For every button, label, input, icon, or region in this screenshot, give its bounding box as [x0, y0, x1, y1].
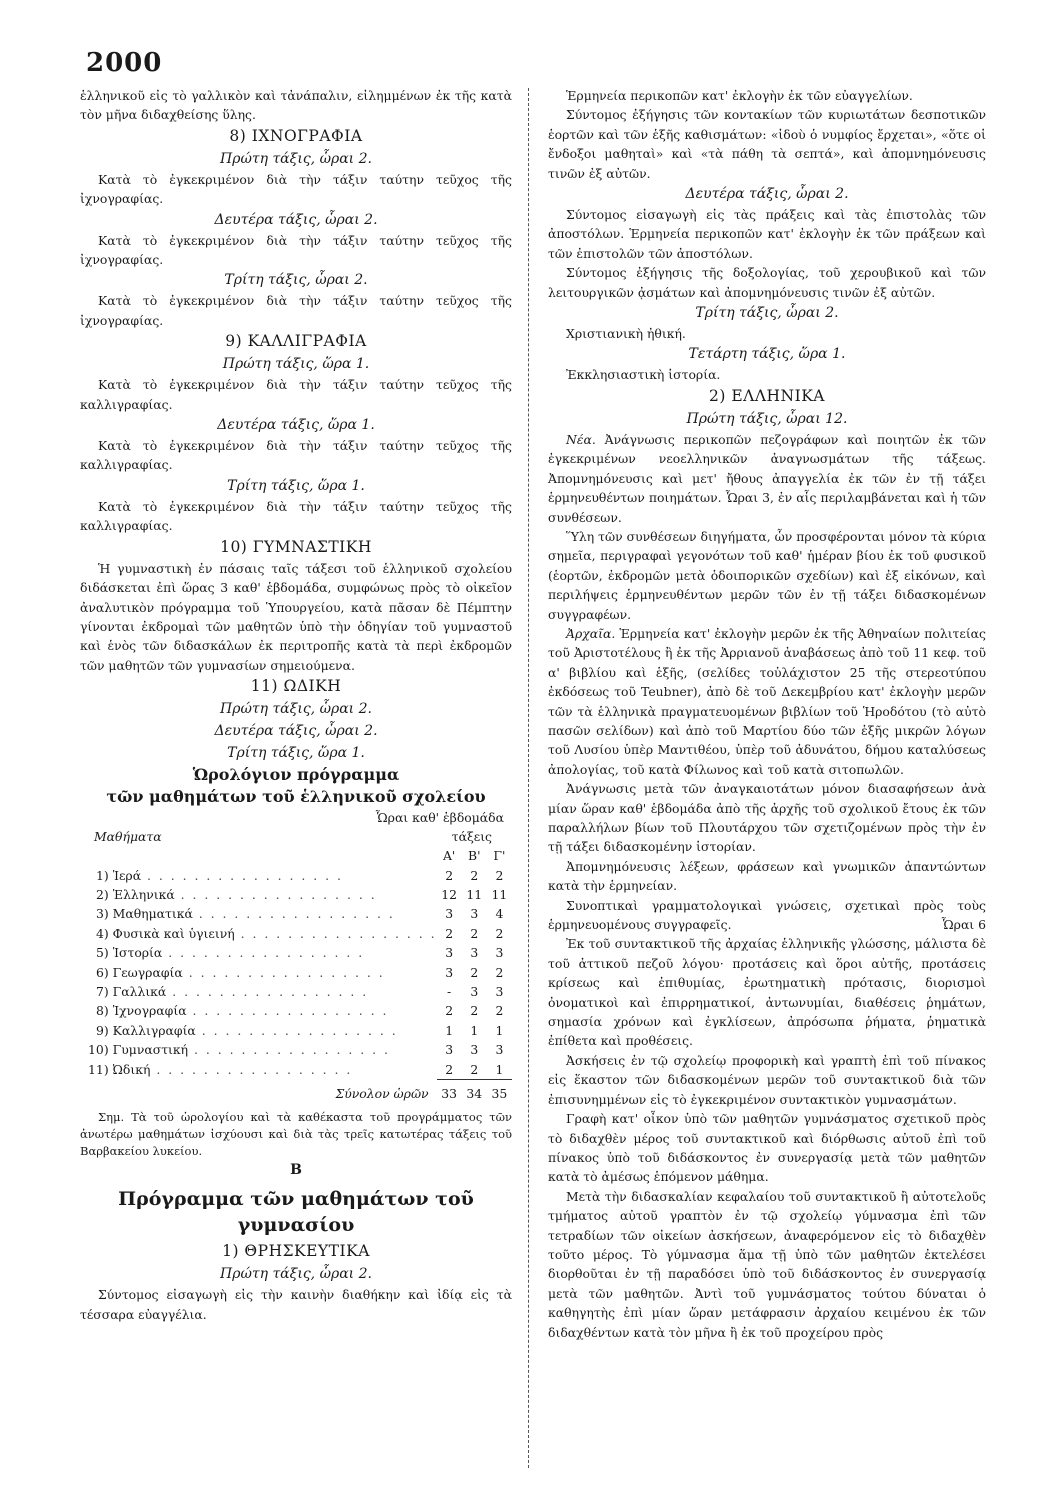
schedule-row [80, 1021, 512, 1040]
row-subject: Ἱστορία [112, 945, 163, 961]
row-value: 4 [495, 906, 504, 922]
paragraph: Σύντομος ἐξήγησις τῶν κοντακίων τῶν κυριωτάτων δεσποτικῶν ἑορτῶν καὶ τῶν ἑξῆς καθισμάτων: «ἰδοὺ ὁ νυμφίος ἔρχεται», «ὅτε οἱ ἔνδοξοι μαθηταὶ» καὶ «τὰ πάθη τὰ σεπτά», καὶ ἀπομνημόνευσις τινῶν ἐξ αὐτῶν. [548, 107, 986, 181]
section-heading-kalligrafia: 9) ΚΑΛΛΙΓΡΑΦΙΑ [225, 332, 367, 351]
total-value: 33 [437, 1080, 462, 1104]
row-number: 8) [95, 1003, 109, 1019]
row-subject: Γαλλικά [112, 983, 167, 999]
schedule-note: Σημ. Τὰ τοῦ ὡρολογίου καὶ τὰ καθέκαστα τοῦ προγράμματος τῶν ἀνωτέρω μαθημάτων ἰσχύουσι καὶ διὰ τὰς τρεῖς κατωτέρας τάξεις τοῦ Βαρβακείου λυκείου. [80, 1110, 512, 1159]
schedule-subjects-label: Μαθήματα [94, 829, 162, 845]
paragraph: Ἐκκλησιαστικὴ ἱστορία. [566, 367, 721, 383]
leader-dots: . . . . . . . . . . . . . . . . . [150, 1062, 353, 1078]
row-value: 1 [495, 1061, 504, 1077]
row-subject: Καλλιγραφία [112, 1022, 196, 1038]
paragraph: Κατὰ τὸ ἐγκεκριμένον διὰ τὴν τάξιν ταύτην τεῦχος τῆς ἰχνογραφίας. [80, 232, 512, 268]
row-subject: Μαθηματικά [112, 906, 193, 922]
row-value: 2 [445, 1003, 454, 1019]
column-header: Γ' [493, 848, 506, 864]
class-heading: Τετάρτη τάξις, ὥρα 1. [688, 346, 846, 363]
paragraph: Κατὰ τὸ ἐγκεκριμένον διὰ τὴν τάξιν ταύτην τεῦχος τῆς ἰχνογραφίας. [80, 171, 512, 207]
class-heading: Τρίτη τάξις, ὥρα 1. [227, 745, 365, 762]
schedule-row [80, 943, 512, 962]
left-column [80, 86, 512, 1324]
leader-dots: . . . . . . . . . . . . . . . . . [141, 867, 343, 883]
schedule-row [80, 982, 512, 1001]
paragraph-lead: Νέα. [566, 431, 596, 447]
class-heading: Τρίτη τάξις, ὥρα 1. [227, 477, 365, 494]
row-value: 3 [470, 983, 479, 999]
row-number: 7) [95, 983, 109, 999]
paragraph: Ἡ γυμναστικὴ ἐν πάσαις ταῖς τάξεσι τοῦ ἑλληνικοῦ σχολείου διδάσκεται ἐπὶ ὥρας 3 καθ' ἑβδομάδα, συμφώνως πρὸς τὸ οἰκεῖον ἀναλυτικὸν πρόγραμμα τοῦ Ὑπουργείου, κατὰ πᾶσαν δὲ Πέμπτην γίνονται ἐκδρομαὶ τῶν μαθητῶν ὑπὸ τὴν ὁδηγίαν τοῦ γυμναστοῦ καὶ ἑνὸς τῶν διδασκάλων ἐκ περιτροπῆς κατὰ τὰ περὶ ἐκδρομῶν τῶν μαθητῶν τῶν γυμνασίων σημειούμενα. [80, 560, 512, 673]
class-heading: Δευτέρα τάξις, ὧραι 2. [685, 186, 849, 203]
row-value: 11 [491, 886, 508, 902]
row-value: 2 [495, 925, 504, 941]
row-value: 3 [445, 906, 454, 922]
row-number: 6) [95, 964, 109, 980]
row-number: 4) [95, 925, 109, 941]
row-value: 2 [495, 1003, 504, 1019]
row-value: 3 [445, 964, 454, 980]
leader-dots: . . . . . . . . . . . . . . . . . [182, 964, 385, 980]
paragraph: Ἀσκήσεις ἐν τῷ σχολείῳ προφορικὴ καὶ γραπτὴ ἐπὶ τοῦ πίνακος εἰς ἕκαστον τῶν διδασκομένων μερῶν τοῦ συντακτικοῦ διὰ τῶν ἐπισυνημμένων εἰς τὸ ἐγκεκριμένον συντακτικὸν γυμνασμάτων. [548, 1052, 986, 1107]
paragraph: Σύντομος εἰσαγωγὴ εἰς τὴν καινὴν διαθήκην καὶ ἰδίᾳ εἰς τὰ τέσσαρα εὐαγγέλια. [80, 1287, 512, 1322]
section-heading-thriskeftika: 1) ΘΡΗΣΚΕΥΤΙΚΑ [222, 1242, 370, 1261]
leader-dots: . . . . . . . . . . . . . . . . . [174, 886, 377, 902]
row-subject: Φυσικὰ καὶ ὑγιεινή [112, 925, 235, 941]
row-value: 1 [445, 1022, 454, 1038]
row-value: 3 [445, 1042, 454, 1058]
row-subject: Ἑλληνικά [112, 886, 175, 902]
row-value: 2 [470, 1003, 479, 1019]
paragraph-text: Ἀνάγνωσις περικοπῶν πεζογράφων καὶ ποιητῶν ἐκ τῶν ἐγκεκριμένων νεοελληνικῶν ἀναγνωσμάτων τῆς τάξεως. Ἀπομνημόνευσις καὶ μετ' ἤθους ἀπαγγελία ἐκ τῶν ἐν τῇ τάξει ἑρμηνευθέντων ποιημάτων. Ὧραι 3, ἐν αἷς περιλαμβάνεται καὶ ἡ τῶν συνθέσεων. [548, 431, 986, 525]
class-heading: Πρώτη τάξις, ὧραι 2. [220, 701, 372, 718]
row-value: 2 [445, 1061, 454, 1077]
row-value: 3 [470, 906, 479, 922]
paragraph: Ἀνάγνωσις μετὰ τῶν ἀναγκαιοτάτων μόνον διασαφήσεων ἀνὰ μίαν ὥραν καθ' ἑβδομάδα ἀπὸ τῆς ἀρχῆς τοῦ σχολικοῦ ἔτους ἐκ τῶν παραλλήλων βίων τοῦ Πλουτάρχου τῶν σχετιζομένων πρὸς τὴν ἐν τῇ τάξει διδασκομένην ἱστορίαν. [548, 781, 986, 855]
schedule-row [80, 885, 512, 904]
row-number: 5) [95, 945, 109, 961]
class-heading: Πρώτη τάξις, ὧραι 12. [686, 410, 848, 427]
total-label: Σύνολον ὡρῶν [335, 1086, 429, 1101]
class-heading: Πρώτη τάξις, ὧραι 2. [220, 1266, 372, 1283]
class-heading: Τρίτη τάξις, ὧραι 2. [695, 305, 839, 322]
row-subject: Γεωγραφία [112, 964, 183, 980]
row-subject: Ὠδική [112, 1062, 151, 1078]
paragraph-text: Ἑρμηνεία κατ' ἐκλογὴν μερῶν ἐκ τῆς Ἀθηναίων πολιτείας τοῦ Ἀριστοτέλους ἢ ἐκ τῆς Ἀρριανοῦ ἀναβάσεως ἀπὸ τοῦ 11 κεφ. τοῦ α' βιβλίου καὶ ἑξῆς, (σελίδες τοὐλάχιστον 25 τῆς στερεοτύπου ἐκδόσεως τοῦ Teubner), ἀπὸ δὲ τοῦ Δεκεμβρίου κατ' ἐκλογὴν μερῶν τῶν τὰ ἑλληνικὰ πραγματευομένων βιβλίων τοῦ Ἡροδότου (τὸ αὐτὸ πασῶν σελίδων) καὶ ἀπὸ τοῦ Μαρτίου δύο τῶν ἑξῆς μικρῶν λόγων τοῦ Λυσίου ὑπὲρ Μαντιθέου, ὑπὲρ τοῦ ἀδυνάτου, δήμου καταλύσεως ἀπολογίας, τοῦ κατὰ Φίλωνος καὶ τοῦ κατὰ σιτοπωλῶν. [548, 625, 986, 777]
schedule-row [80, 866, 512, 885]
column-divider [528, 88, 529, 1468]
leader-dots: . . . . . . . . . . . . . . . . . [186, 1003, 389, 1019]
class-heading: Δευτέρα τάξις, ὧραι 2. [214, 723, 378, 740]
schedule-row [80, 904, 512, 923]
row-value: 2 [470, 1061, 479, 1077]
column-header: Β' [468, 848, 481, 864]
paragraph [548, 430, 986, 527]
row-value: 3 [495, 945, 504, 961]
row-value: 11 [466, 886, 483, 902]
paragraph: Γραφὴ κατ' οἶκον ὑπὸ τῶν μαθητῶν γυμνάσματος σχετικοῦ πρὸς τὸ διδαχθὲν μέρος τοῦ συντακτικοῦ καὶ διόρθωσις αὐτοῦ ἐπὶ τοῦ πίνακος ὑπὸ τοῦ διδάσκοντος ἐν συνεργασίᾳ μετὰ τῶν μαθητῶν κατὰ τὸ ἀμέσως ἑπόμενον μάθημα. [548, 1111, 986, 1185]
section-heading-ellinika: 2) ΕΛΛΗΝΙΚΑ [708, 386, 825, 405]
section-letter: Β [290, 1162, 302, 1179]
paragraph [548, 896, 986, 935]
paragraph: Ἐκ τοῦ συντακτικοῦ τῆς ἀρχαίας ἑλληνικῆς γλώσσης, μάλιστα δὲ τοῦ ἀττικοῦ πεζοῦ λόγου· προτάσεις καὶ ὅροι αὐτῆς, προτάσεις κρίσεως καὶ ἐπιθυμίας, ἐρωτηματικὴ πρότασις, διορισμοὶ ὀνοματικοὶ καὶ ἐπιρρηματικοί, ἀντωνυμίαι, διαθέσεις ῥημάτων, σημασία χρόνων καὶ ἐγκλίσεων, ἀπρόσωπα ῥήματα, ῥηματικὰ ἐπίθετα καὶ προθέσεις. [548, 936, 986, 1049]
row-subject: Ἰχνογραφία [112, 1003, 187, 1019]
class-heading: Τρίτη τάξις, ὧραι 2. [224, 272, 368, 289]
row-value: 1 [470, 1022, 479, 1038]
section-heading-odiki: 11) ΩΔΙΚΗ [250, 677, 342, 696]
class-heading: Πρώτη τάξις, ὧραι 2. [220, 150, 372, 167]
row-number: 10) [88, 1042, 109, 1058]
schedule-classes-label: τάξεις [451, 829, 492, 845]
paragraph: Ὕλη τῶν συνθέσεων διηγήματα, ὧν προσφέρονται μόνον τὰ κύρια σημεῖα, περιγραφαὶ γεγονότων τοῦ καθ' ἡμέραν βίου ἐκ τοῦ φυσικοῦ (ἑορτῶν, ἐκδρομῶν μετὰ ὁδοιπορικῶν σχεδίων) καὶ ἐξ εἰκόνων, καὶ περιλήψεις ἑρμηνευθέντων μερῶν τῶν ἐν τῇ τάξει διδασκομένων συγγραφέων. [548, 528, 986, 622]
row-number: 9) [95, 1022, 109, 1038]
paragraph-lead: Ἀρχαῖα. [566, 625, 616, 641]
schedule-row [80, 963, 512, 982]
row-number: 3) [95, 906, 109, 922]
paragraph: Κατὰ τὸ ἐγκεκριμένον διὰ τὴν τάξιν ταύτην τεῦχος τῆς ἰχνογραφίας. [80, 293, 512, 328]
schedule-title: Ὡρολόγιον πρόγραμμα [192, 765, 400, 785]
leader-dots: . . . . . . . . . . . . . . . . . [188, 1042, 390, 1058]
leader-dots: . . . . . . . . . . . . . . . . . [166, 983, 369, 999]
column-header: Α' [442, 848, 456, 864]
row-value: 2 [470, 964, 479, 980]
row-number: 1) [95, 867, 109, 883]
row-value: 12 [441, 886, 458, 902]
row-value: 3 [495, 983, 504, 999]
schedule-header-row2 [80, 827, 512, 846]
paragraph: Μετὰ τὴν διδασκαλίαν κεφαλαίου τοῦ συντακτικοῦ ἢ αὐτοτελοῦς τμήματος αὐτοῦ γραπτὸν ἐν τῷ σχολείῳ γύμνασμα ἐπὶ τῶν τετραδίων τῶν οἰκείων ἀσκήσεων, ἀναφερόμενον εἰς τὸ διδαχθὲν τοῦτο μέρος. Τὸ γύμνασμα ἅμα τῇ ὑπὸ τῶν μαθητῶν ἐκτελέσει διορθοῦται ἐν τῇ παραδόσει ὑπὸ τοῦ διδάσκοντος ἐν συνεργασίᾳ μετὰ τῶν μαθητῶν. Ἀντὶ τοῦ γυμνάσματος τούτου δύναται ὁ καθηγητὴς ἐπὶ μίαν ὥραν μετάφρασιν ἀρχαίου κειμένου ἐκ τῶν διδαχθέντων κατὰ τὸν μῆνα ἢ ἐκ τοῦ προχείρου πρὸς [548, 1188, 986, 1340]
row-value: 2 [470, 925, 479, 941]
row-value: 2 [495, 964, 504, 980]
schedule-subtitle: τῶν μαθημάτων τοῦ ἑλληνικοῦ σχολείου [106, 787, 486, 807]
paragraph: Χριστιανικὴ ἠθική. [566, 326, 686, 342]
row-value: 3 [470, 945, 479, 961]
leader-dots: . . . . . . . . . . . . . . . . . [234, 925, 437, 941]
right-column [548, 86, 986, 1342]
paragraph: Κατὰ τὸ ἐγκεκριμένον διὰ τὴν τάξιν ταύτην τεῦχος τῆς καλλιγραφίας. [80, 377, 512, 412]
section-heading-gymnastiki: 10) ΓΥΜΝΑΣΤΙΚΗ [220, 537, 372, 556]
gymnasium-program-title: Πρόγραμμα τῶν μαθημάτων τοῦ γυμνασίου [118, 1188, 474, 1237]
paragraph: Ἀπομνημόνευσις λέξεων, φράσεων καὶ γνωμικῶν ἀπαντώντων κατὰ τὴν ἑρμηνείαν. [548, 858, 986, 894]
row-value: 2 [445, 925, 454, 941]
schedule-row [80, 1060, 512, 1080]
paragraph: Σύντομος ἐξήγησις τῆς δοξολογίας, τοῦ χερουβικοῦ καὶ τῶν λειτουργικῶν ᾀσμάτων καὶ ἀπομνημόνευσις τινῶν ἐξ αὐτῶν. [548, 265, 986, 300]
schedule-header [80, 808, 512, 827]
paragraph-text: Συνοπτικαὶ γραμματολογικαὶ γνώσεις, σχετικαὶ πρὸς τοὺς ἑρμηνευομένους συγγραφεῖς. [548, 897, 986, 933]
schedule-total-row [80, 1080, 512, 1104]
schedule-row [80, 1040, 512, 1059]
row-subject: Γυμναστική [112, 1042, 189, 1058]
paragraph [548, 624, 986, 779]
row-value: 2 [470, 867, 479, 883]
schedule-row [80, 1001, 512, 1020]
hours-label: Ὧραι 6 [941, 917, 986, 933]
row-value: 2 [495, 867, 504, 883]
row-subject: Ἱερά [112, 867, 142, 883]
paragraph: Κατὰ τὸ ἐγκεκριμένον διὰ τὴν τάξιν ταύτην τεῦχος τῆς καλλιγραφίας. [80, 438, 512, 473]
leader-dots: . . . . . . . . . . . . . . . . . [162, 945, 365, 961]
paragraph: Κατὰ τὸ ἐγκεκριμένον διὰ τὴν τάξιν ταύτην τεῦχος τῆς καλλιγραφίας. [80, 498, 512, 534]
row-number: 11) [88, 1062, 109, 1078]
schedule-table [80, 846, 512, 1103]
paragraph: Ἑρμηνεία περικοπῶν κατ' ἐκλογὴν ἐκ τῶν εὐαγγελίων. [566, 88, 913, 103]
schedule-hours-label: Ὧραι καθ' ἑβδομάδα [375, 810, 504, 826]
paragraph: Σύντομος εἰσαγωγὴ εἰς τὰς πράξεις καὶ τὰς ἐπιστολὰς τῶν ἀποστόλων. Ἑρμηνεία περικοπῶν κατ' ἐκλογὴν ἐκ τῶν πράξεων καὶ τῶν ἐπιστολῶν τῶν ἀποστόλων. [548, 207, 986, 261]
row-value: - [447, 983, 452, 999]
class-heading: Δευτέρα τάξις, ὧραι 2. [214, 211, 378, 228]
row-value: 3 [495, 1042, 504, 1058]
class-heading: Δευτέρα τάξις, ὥρα 1. [217, 417, 375, 434]
row-value: 1 [495, 1022, 504, 1038]
row-value: 2 [445, 867, 454, 883]
total-value: 35 [487, 1080, 512, 1104]
intro-paragraph: ἑλληνικοῦ εἰς τὸ γαλλικὸν καὶ τἀνάπαλιν, εἰλημμένων ἐκ τῆς κατὰ τὸν μῆνα διδαχθείσης ὕλης. [80, 88, 512, 123]
schedule-column-headers [80, 846, 512, 865]
row-value: 3 [470, 1042, 479, 1058]
row-value: 3 [445, 945, 454, 961]
row-number: 2) [95, 886, 109, 902]
page-number: 2000 [86, 48, 163, 78]
total-value: 34 [462, 1080, 487, 1104]
section-heading-ichnografia: 8) ΙΧΝΟΓΡΑΦΙΑ [229, 126, 363, 145]
schedule-row [80, 924, 512, 943]
class-heading: Πρώτη τάξις, ὥρα 1. [222, 356, 370, 373]
leader-dots: . . . . . . . . . . . . . . . . . [195, 1022, 398, 1038]
leader-dots: . . . . . . . . . . . . . . . . . [192, 906, 395, 922]
